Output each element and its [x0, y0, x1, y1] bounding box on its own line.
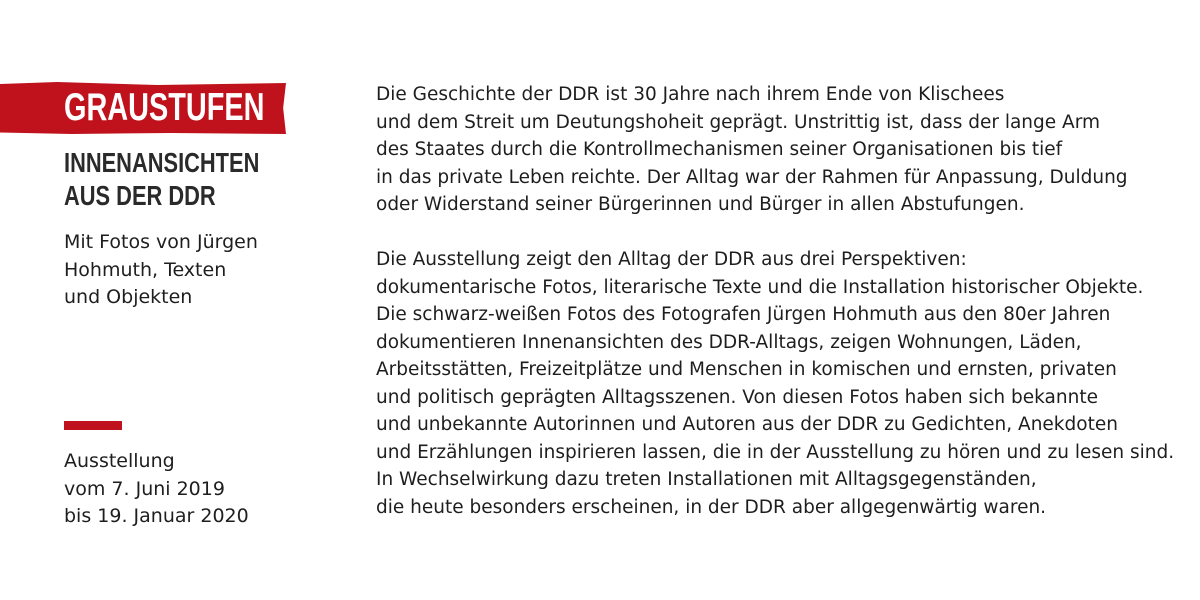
text-line: oder Widerstand seiner Bürgerinnen und Bürger in allen Abstufungen.	[376, 194, 1025, 215]
text-line: des Staates durch die Kontrollmechanismen seiner Organisationen bis tief	[376, 139, 1063, 160]
text-line: und unbekannte Autorinnen und Autoren aus der DDR zu Gedichten, Anekdoten	[376, 414, 1118, 435]
text-line: die heute besonders erscheinen, in der DDR aber allgegenwärtig waren.	[376, 496, 1047, 518]
dates-line: Ausstellung	[64, 450, 175, 472]
exhibition-dates	[64, 448, 249, 531]
text-line: Die Ausstellung zeigt den Alltag der DDR aus drei Perspektiven:	[376, 249, 967, 270]
red-divider	[64, 421, 122, 430]
text-line: dokumentieren Innenansichten des DDR-Alltags, zeigen Wohnungen, Läden,	[376, 331, 1082, 353]
credits-text	[64, 229, 258, 312]
dates-line: vom 7. Juni 2019	[64, 477, 225, 500]
paragraph-history	[376, 81, 1176, 219]
text-line: Die Geschichte der DDR ist 30 Jahre nach ihrem Ende von Klischees	[376, 84, 1005, 105]
subtitle-line: INNENANSICHTEN	[64, 147, 260, 178]
page-title: GRAUSTUFEN	[64, 86, 265, 129]
text-line: und politisch geprägten Alltagsszenen. Von diesen Fotos haben sich bekannte	[376, 386, 1098, 408]
text-line: In Wechselwirkung dazu treten Installationen mit Alltagsgegenständen,	[376, 469, 1037, 490]
paragraph-exhibition	[376, 246, 1176, 521]
text-line: Arbeitsstätten, Freizeitplätze und Menschen in komischen und ernsten, privaten	[376, 359, 1117, 380]
credits-line: und Objekten	[64, 286, 193, 308]
credits-line: Hohmuth, Texten	[64, 258, 227, 281]
main-text	[376, 81, 1176, 521]
credits-line: Mit Fotos von Jürgen	[64, 231, 258, 253]
text-line: und Erzählungen inspirieren lassen, die in der Ausstellung zu hören und zu lesen sind.	[376, 441, 1175, 463]
subtitle	[64, 146, 259, 212]
subtitle-line: AUS DER DDR	[64, 180, 216, 211]
dates-line: bis 19. Januar 2020	[64, 505, 249, 527]
text-line: Die schwarz-weißen Fotos des Fotografen Jürgen Hohmuth aus den 80er Jahren	[376, 304, 1111, 325]
text-line: in das private Leben reichte. Der Alltag war der Rahmen für Anpassung, Duldung	[376, 166, 1128, 188]
text-line: und dem Streit um Deutungshoheit geprägt. Unstrittig ist, dass der lange Arm	[376, 111, 1100, 133]
text-line: dokumentarische Fotos, literarische Texte und die Installation historischer Objekte.	[376, 276, 1144, 298]
